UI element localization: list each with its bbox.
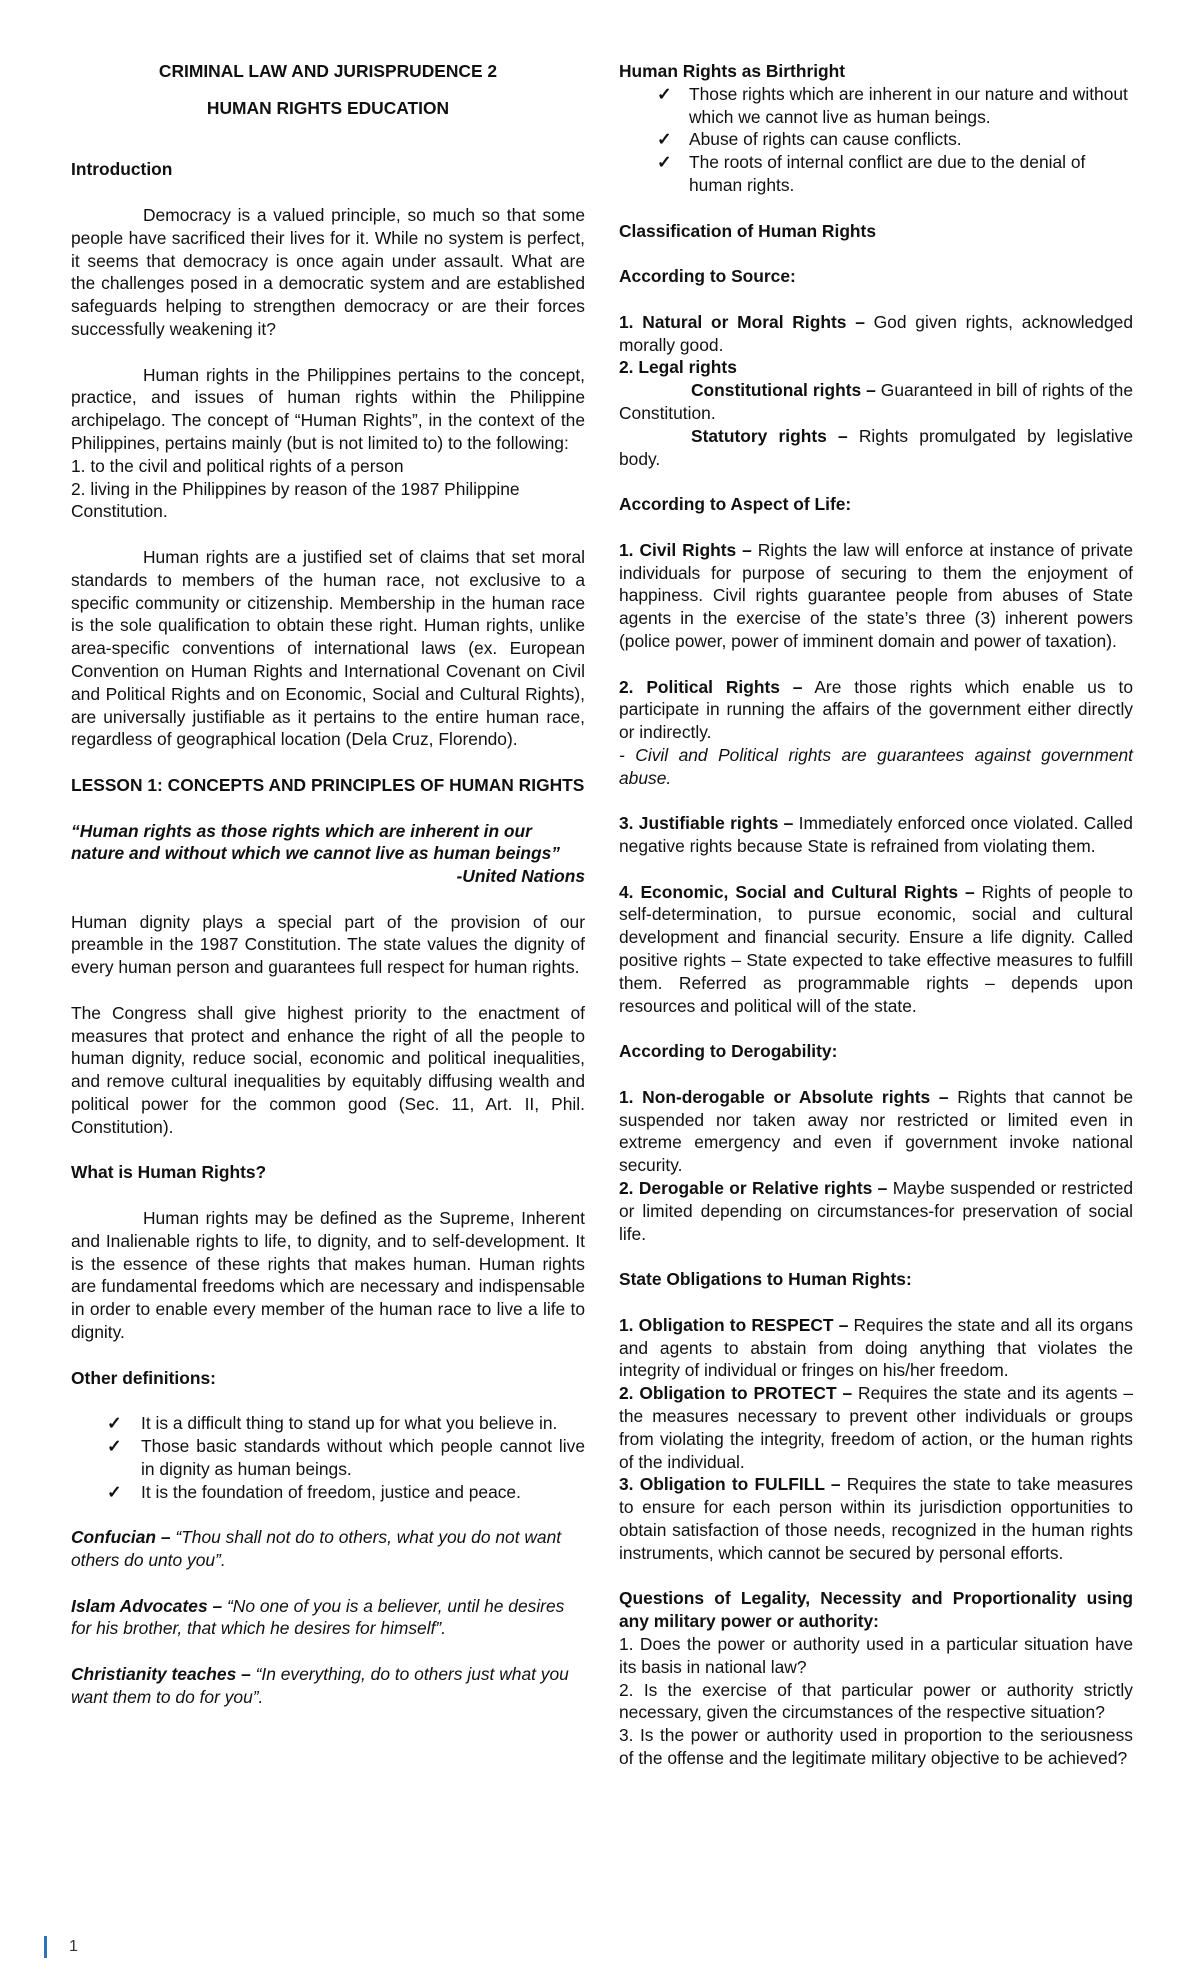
aspect-heading: According to Aspect of Life: [619,494,852,515]
intro-paragraph-1: Democracy is a valued principle, so much so that some people have sacrificed their lives for it. While no system is perfect, it seems that democracy is once again under assault. What are the challenges posed in a democratic system and are established safeguards helping to strengthen democracy or are their forces successfully weakening it? [71,204,585,339]
document-subtitle: HUMAN RIGHTS EDUCATION [206,97,450,118]
check-icon: ✓ [107,1481,122,1502]
questions-heading: Questions of Legality, Necessity and Proportionality using any military power or authority: [619,1588,1133,1632]
birthright-list [619,83,1133,197]
list-item: ✓ Abuse of rights can cause conflicts. [657,129,962,150]
political-rights: 2. Political Rights – Are those rights which enable us to participate in running the affairs of the government either directly or indirectly. [619,676,1133,743]
confucian-quote: Confucian – “Thou shall not do to others, what you do not want others do unto you”. [71,1527,562,1570]
question-item: 2. Is the exercise of that particular power or authority strictly necessary, given the circumstances of the respective situation? [619,1679,1133,1723]
check-icon: ✓ [657,83,672,104]
check-icon: ✓ [657,129,672,150]
what-paragraph: Human rights may be defined as the Supreme, Inherent and Inalienable rights to life, to dignity, and to self-development. It is the essence of these rights that makes human. Human rights are fundamental freedoms which are necessary and indispensable in order to enable every member of the human race to live a life to dignity. [71,1208,585,1343]
political-note: - Civil and Political rights are guarantees against government abuse. [619,744,1133,788]
question-item: 1. Does the power or authority used in a particular situation have its basis in national law? [619,1633,1133,1677]
non-derogable-rights: 1. Non-derogable or Absolute rights – Rights that cannot be suspended nor taken away nor restricted or limited even in extreme emergency and even if government invoke national security. [619,1086,1133,1176]
intro-paragraph-3: Human rights are a justified set of claims that set moral standards to members of the human race, not exclusive to a specific community or citizenship. Membership in the human race is the sole qualification to obtain these right. Human rights, unlike area-specific conventions of international laws (ex. European Convention on Human Rights and International Covenant on Civil and Political Rights and on Economic, Social and Cultural Rights), are universally justifiable as it pertains to the entire human race, regardless of geographical location (Dela Cruz, Florendo). [71,546,585,750]
document-title: CRIMINAL LAW AND JURISPRUDENCE 2 [158,61,498,81]
lesson-heading: LESSON 1: CONCEPTS AND PRINCIPLES OF HUMAN RIGHTS [71,774,585,795]
check-icon: ✓ [107,1436,122,1457]
statutory-rights: Statutory rights – Rights promulgated by legislative body. [619,425,1133,469]
dignity-paragraph: Human dignity plays a special part of the provision of our preamble in the 1987 Constitution. The state values the dignity of every human person and guarantees full respect for human rights. [71,911,585,978]
derogable-rights: 2. Derogable or Relative rights – Maybe suspended or restricted or limited depending on circumstances-for preservation of social life. [619,1178,1134,1244]
constitutional-rights: Constitutional rights – Guaranteed in bill of rights of the Constitution. [619,380,1133,423]
source-heading: According to Source: [619,266,796,287]
list-item: ✓ It is the foundation of freedom, justice and peace. [107,1481,521,1502]
legal-rights: 2. Legal rights [619,357,737,378]
obligation-fulfill: 3. Obligation to FULFILL – Requires the state to take measures to ensure for each person within its jurisdiction opportunities to obtain satisfaction of those needs, recognized in the human rights instruments, which cannot be secured by personal efforts. [619,1474,1133,1563]
derogability-heading: According to Derogability: [619,1041,838,1062]
intro-list-item: 2. living in the Philippines by reason of the 1987 Philippine Constitution. [71,478,520,522]
natural-rights: 1. Natural or Moral Rights – God given rights, acknowledged morally good. [619,311,1133,355]
islam-quote: Islam Advocates – “No one of you is a believer, until he desires for his brother, that which he desires for himself”. [71,1595,565,1639]
un-quote: “Human rights as those rights which are inherent in our nature and without which we cannot live as human beings” [71,820,560,864]
intro-list-item: 1. to the civil and political rights of a person [71,455,404,476]
esc-rights: 4. Economic, Social and Cultural Rights – Rights of people to self-determination, to pursue economic, social and cultural development and financial security. Ensure a life dignity. Called positive rights – State expected to take effective measures to fulfill them. Referred as programmable rights – depends upon resources and political will of the state. [619,881,1133,1016]
classification-heading: Classification of Human Rights [619,220,877,241]
intro-heading: Introduction [71,159,173,180]
state-obligations-heading: State Obligations to Human Rights: [619,1269,912,1290]
list-item: ✓ Those rights which are inherent in our nature and without which we cannot live as human beings. [657,83,1128,127]
christianity-quote: Christianity teaches – “In everything, do to others just what you want them to do for you”. [71,1663,569,1707]
civil-rights: 1. Civil Rights – Rights the law will enforce at instance of private individuals for purpose of securing to them the enjoyment of happiness. Civil rights guarantee people from abuses of State agents in the exercise of the state’s three (3) inherent powers (police power, power of imminent domain and power of taxation). [619,539,1133,651]
check-icon: ✓ [107,1413,122,1434]
birthright-heading: Human Rights as Birthright [619,61,846,81]
left-column [71,60,585,1709]
intro-paragraph-2: Human rights in the Philippines pertains to the concept, practice, and issues of human rights within the Philippine archipelago. The concept of “Human Rights”, in the context of the Philippines, pertains mainly (but is not limited to) to the following: [71,364,585,453]
what-heading: What is Human Rights? [71,1162,267,1183]
right-column [619,60,1133,1770]
page-number: 1 [69,1938,78,1955]
footer-accent-bar [44,1936,47,1958]
list-item: ✓ Those basic standards without which people cannot live in dignity as human beings. [107,1436,585,1479]
list-item: ✓ The roots of internal conflict are due to the denial of human rights. [657,152,1086,195]
check-icon: ✓ [657,152,672,173]
list-item: ✓ It is a difficult thing to stand up for what you believe in. [107,1413,558,1434]
justifiable-rights: 3. Justifiable rights – Immediately enforced once violated. Called negative rights because State is refrained from violating them. [619,813,1133,857]
obligation-protect: 2. Obligation to PROTECT – Requires the state and its agents – the measures necessary to prevent other individuals or groups from violating the integrity, freedom of action, or the human rights of the individual. [619,1383,1133,1472]
page-footer [44,1936,78,1958]
question-item: 3. Is the power or authority used in proportion to the seriousness of the offense and the legitimate military objective to be achieved? [619,1725,1133,1768]
quote-source: -United Nations [456,866,585,887]
congress-paragraph: The Congress shall give highest priority to the enactment of measures that protect and enhance the right of all the people to human dignity, reduce social, economic and political inequalities, and remove cultural inequalities by equitably diffusing wealth and political power for the common good (Sec. 11, Art. II, Phil. Constitution). [71,1002,585,1137]
other-definitions-heading: Other definitions: [71,1367,216,1388]
obligation-respect: 1. Obligation to RESPECT – Requires the state and all its organs and agents to abstain from doing anything that violates the integrity of individual or fringes on his/her freedom. [619,1314,1133,1381]
definitions-list [71,1412,585,1503]
